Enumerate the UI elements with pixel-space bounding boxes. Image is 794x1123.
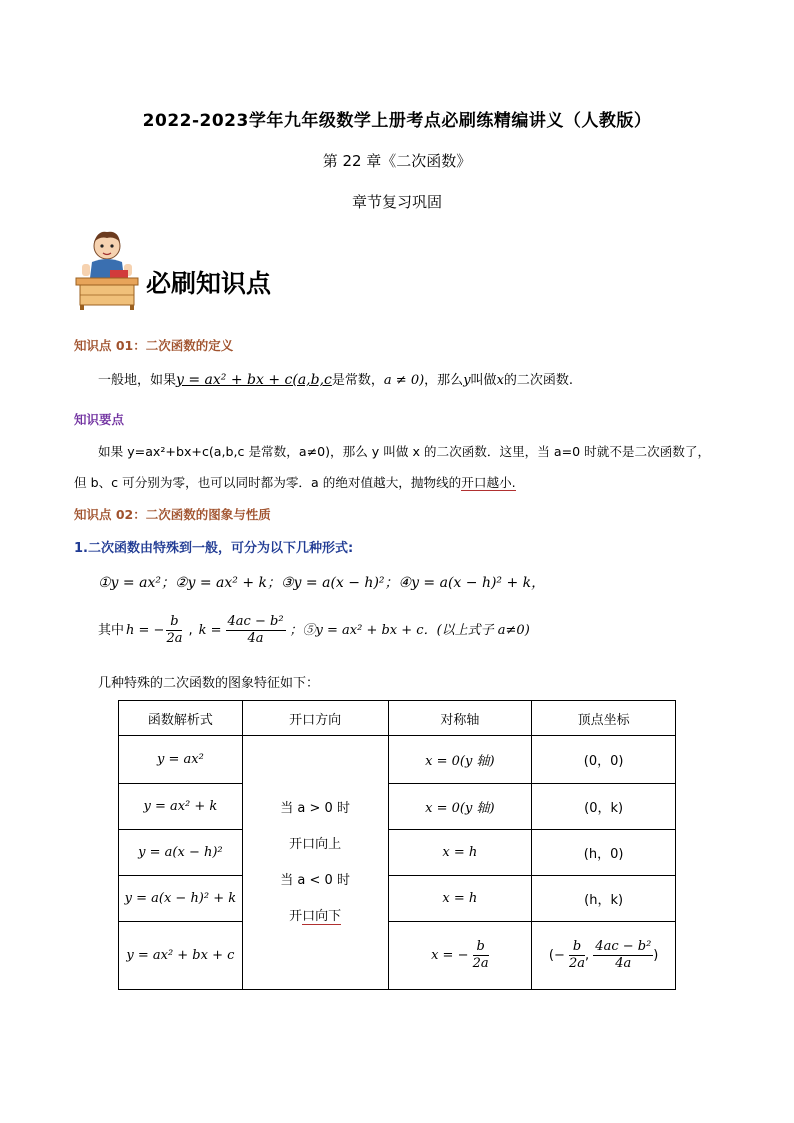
row-vertex: (h，0) — [532, 830, 676, 876]
vertex-x-fraction — [569, 939, 585, 972]
header-axis: 对称轴 — [388, 701, 532, 736]
kp2-h-denominator: 2a — [166, 631, 183, 646]
kp2-forms: ①y = ax²；②y = ax² + k；③y = a(x − h)²；④y = a(x − h)² + k， — [98, 575, 546, 591]
table-row — [119, 922, 676, 990]
table-row — [119, 736, 676, 784]
key-points-line-2 — [74, 473, 516, 493]
row-axis — [388, 922, 532, 990]
opening-line-1: 当 a > 0 时 — [280, 800, 350, 816]
opening-line-4-prefix: 开 — [289, 908, 303, 924]
kp1-prefix: 一般地，如果 — [98, 373, 177, 388]
row-axis: x = 0(y 轴) — [388, 784, 532, 830]
kp2-where-line: 其中 h = − $\frac{b}{2a}$ , k = $\frac{\text{4ac − b²}}{4a}$ ；⑤y = ax² + bx + c．(以上式子 a≠0) — [98, 614, 530, 646]
kp2-form5: ；⑤y = ax² + bx + c．(以上式子 a≠0) — [289, 622, 530, 638]
key-points-underlined: 开口越小. — [461, 475, 516, 490]
row-axis: x = h — [388, 876, 532, 922]
kp1-y: y — [463, 373, 471, 388]
kp2-heading: 知识点 02：二次函数的图象与性质 — [74, 507, 271, 522]
kp1-heading: 知识点 01：二次函数的定义 — [74, 338, 234, 353]
row-axis: x = h — [388, 830, 532, 876]
vertex-y-denominator: 4a — [615, 956, 632, 971]
table-row — [119, 876, 676, 922]
kp1-formula: y = ax² + bx + c(a,b,c — [176, 372, 332, 388]
key-points-line-1: 如果 y=ax²+bx+c(a,b,c 是常数，a≠0)，那么 y 叫做 x 的二次函数．这里，当 a=0 时就不是二次函数了， — [98, 444, 711, 459]
kp1-mid: 是常数， — [331, 373, 384, 388]
document-title: 2022-2023学年九年级数学上册考点必刷练精编讲义（人教版） — [142, 111, 652, 131]
features-table — [118, 700, 676, 990]
chapter-title: 第 22 章《二次函数》 — [322, 152, 472, 170]
kp1-suffix-2: 叫做 — [470, 373, 497, 388]
header-opening: 开口方向 — [242, 701, 388, 736]
table-header-row — [119, 701, 676, 736]
vertex-x-numerator: b — [569, 939, 585, 956]
row-function: y = a(x − h)² + k — [119, 876, 243, 922]
row-vertex: (0，0) — [532, 736, 676, 784]
opening-direction-cell — [242, 736, 388, 990]
axis-fraction — [473, 939, 489, 972]
row-vertex: (h，k) — [532, 876, 676, 922]
kp2-k-fraction — [226, 614, 286, 647]
row-vertex: (− $\frac{b}{2a}$ , $\frac{\text{4ac − b²}}{4a}$ ) — [532, 922, 676, 990]
kp2-h-expr: h = − — [126, 622, 165, 638]
table-intro: 几种特殊的二次函数的图象特征如下： — [98, 676, 320, 691]
kp2-where-prefix: 其中 — [98, 622, 125, 638]
row-function: y = a(x − h)² — [119, 830, 243, 876]
vertex-x-denominator: 2a — [568, 956, 586, 971]
student-at-desk-icon — [74, 226, 140, 310]
row-axis: x = 0(y 轴) — [388, 736, 532, 784]
kp1-condition: a ≠ 0) — [383, 373, 425, 388]
kp2-k-numerator: 4ac − b² — [227, 614, 284, 629]
kp2-k-expr: k = — [198, 622, 222, 638]
section-subtitle: 章节复习巩固 — [351, 193, 442, 211]
vertex-y-numerator: 4ac − b² — [595, 939, 652, 954]
row-function: y = ax² + bx + c — [119, 922, 243, 990]
kp1-suffix-3: 的二次函数. — [503, 373, 574, 388]
table-row — [119, 784, 676, 830]
vertex-y-fraction — [593, 939, 653, 972]
header-vertex: 顶点坐标 — [532, 701, 676, 736]
opening-line-4 — [243, 899, 388, 935]
kp1-x: x — [496, 373, 504, 388]
opening-line-3: 当 a < 0 时 — [280, 872, 350, 888]
key-points-heading: 知识要点 — [74, 412, 125, 427]
row-function: y = ax² — [119, 736, 243, 784]
kp2-k-denominator: 4a — [247, 631, 264, 646]
section-heading: 必刷知识点 — [146, 269, 272, 298]
axis-numerator: b — [473, 939, 489, 956]
axis-prefix: x = − — [431, 948, 469, 963]
row-vertex: (0，k) — [532, 784, 676, 830]
opening-line-2: 开口向上 — [289, 836, 342, 852]
opening-line-4-underlined: 口向下 — [302, 908, 342, 924]
kp2-h-numerator: b — [166, 614, 182, 631]
header-function: 函数解析式 — [119, 701, 243, 736]
kp2-h-fraction — [166, 614, 182, 647]
kp2-subheading: 1.二次函数由特殊到一般，可分为以下几种形式: — [74, 541, 354, 556]
key-points-line-2-text: 但 b、c 可分别为零，也可以同时都为零．a 的绝对值越大，抛物线的 — [74, 475, 462, 490]
row-function: y = ax² + k — [119, 784, 243, 830]
axis-denominator: 2a — [472, 956, 489, 971]
table-row — [119, 830, 676, 876]
kp1-suffix-1: ，那么 — [424, 373, 464, 388]
kp1-definition — [98, 370, 573, 391]
